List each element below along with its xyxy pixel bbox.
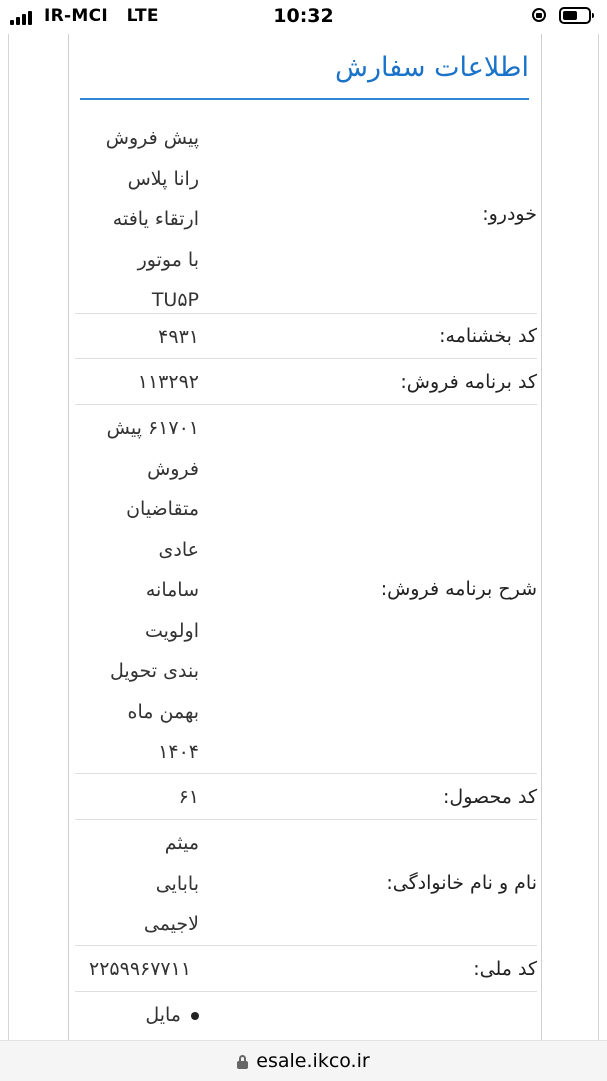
- row-circular-code: [75, 314, 537, 359]
- bullet-icon: [191, 1012, 199, 1020]
- value-line: بابایی: [155, 872, 199, 895]
- value-line: فروش: [147, 457, 199, 480]
- label-circular-code: کد بخشنامه:: [439, 325, 537, 347]
- value-line: عادی: [158, 538, 199, 561]
- browser-address-bar[interactable]: [0, 1040, 607, 1081]
- web-page[interactable]: [0, 34, 607, 1040]
- value-preference: [75, 992, 199, 1040]
- value-car: [75, 115, 199, 313]
- value-line: لاجیمی: [143, 913, 199, 935]
- label-national-id: کد ملی:: [473, 957, 537, 980]
- value-line: با موتور: [137, 248, 199, 271]
- row-sales-plan-code: [75, 359, 537, 405]
- label-car: خودرو:: [482, 203, 537, 225]
- url-text[interactable]: esale.ikco.ir: [256, 1050, 370, 1072]
- orientation-lock-icon: [532, 8, 546, 22]
- label-full-name: نام و نام خانوادگی:: [386, 871, 537, 894]
- value-full-name: [75, 820, 199, 945]
- status-bar: [0, 0, 607, 34]
- value-line: اولویت: [144, 619, 199, 642]
- card-title: اطلاعات سفارش: [335, 52, 529, 83]
- label-sales-plan-description: شرح برنامه فروش:: [380, 578, 537, 600]
- row-sales-plan-description: [75, 405, 537, 774]
- order-info-card: [68, 34, 542, 1040]
- label-product-code: کد محصول:: [443, 785, 537, 808]
- value-line: متقاضیان: [126, 498, 199, 520]
- value-national-id: [89, 946, 213, 991]
- value-line: ۱۴۰۴: [158, 741, 199, 763]
- title-divider: [80, 98, 529, 100]
- row-national-id: [75, 946, 537, 992]
- battery-icon: [559, 7, 591, 24]
- value-line: ۶۱۷۰۱ پیش: [106, 417, 199, 439]
- value-line: پیش فروش: [105, 127, 199, 149]
- value-line: ارتقاء یافته: [112, 208, 199, 230]
- value-sales-plan-description: [75, 405, 199, 773]
- value-line: رانا پلاس: [127, 167, 199, 190]
- value-product-code: [75, 774, 199, 819]
- clock: 10:32: [273, 5, 334, 27]
- value-line: بندی تحویل: [110, 660, 199, 682]
- value-line: ۴۹۳۱: [158, 326, 199, 348]
- row-car: [75, 115, 537, 314]
- page-border-left: [8, 34, 9, 1040]
- carrier-label: IR-MCI LTE: [44, 6, 159, 26]
- value-circular-code: [75, 314, 199, 358]
- value-line: سامانه: [145, 579, 199, 601]
- value-line: TU۵P: [151, 289, 199, 311]
- label-sales-plan-code: کد برنامه فروش:: [400, 370, 537, 393]
- row-full-name: [75, 820, 537, 946]
- value-line: میثم: [164, 832, 199, 854]
- page-border-right: [598, 34, 599, 1040]
- lock-icon: [237, 1055, 248, 1069]
- label-preference: [199, 992, 537, 1040]
- value-line: ۲۲۵۹۹۶۷۷۱۱: [89, 958, 192, 980]
- value-line: بهمن ماه: [127, 700, 199, 723]
- value-line: ۶۱: [178, 786, 199, 808]
- row-product-code: [75, 774, 537, 820]
- value-line: ۱۱۳۲۹۲: [137, 371, 199, 393]
- preference-text: مایل: [145, 1004, 181, 1026]
- row-preference: [75, 992, 537, 1040]
- value-sales-plan-code: [75, 359, 199, 404]
